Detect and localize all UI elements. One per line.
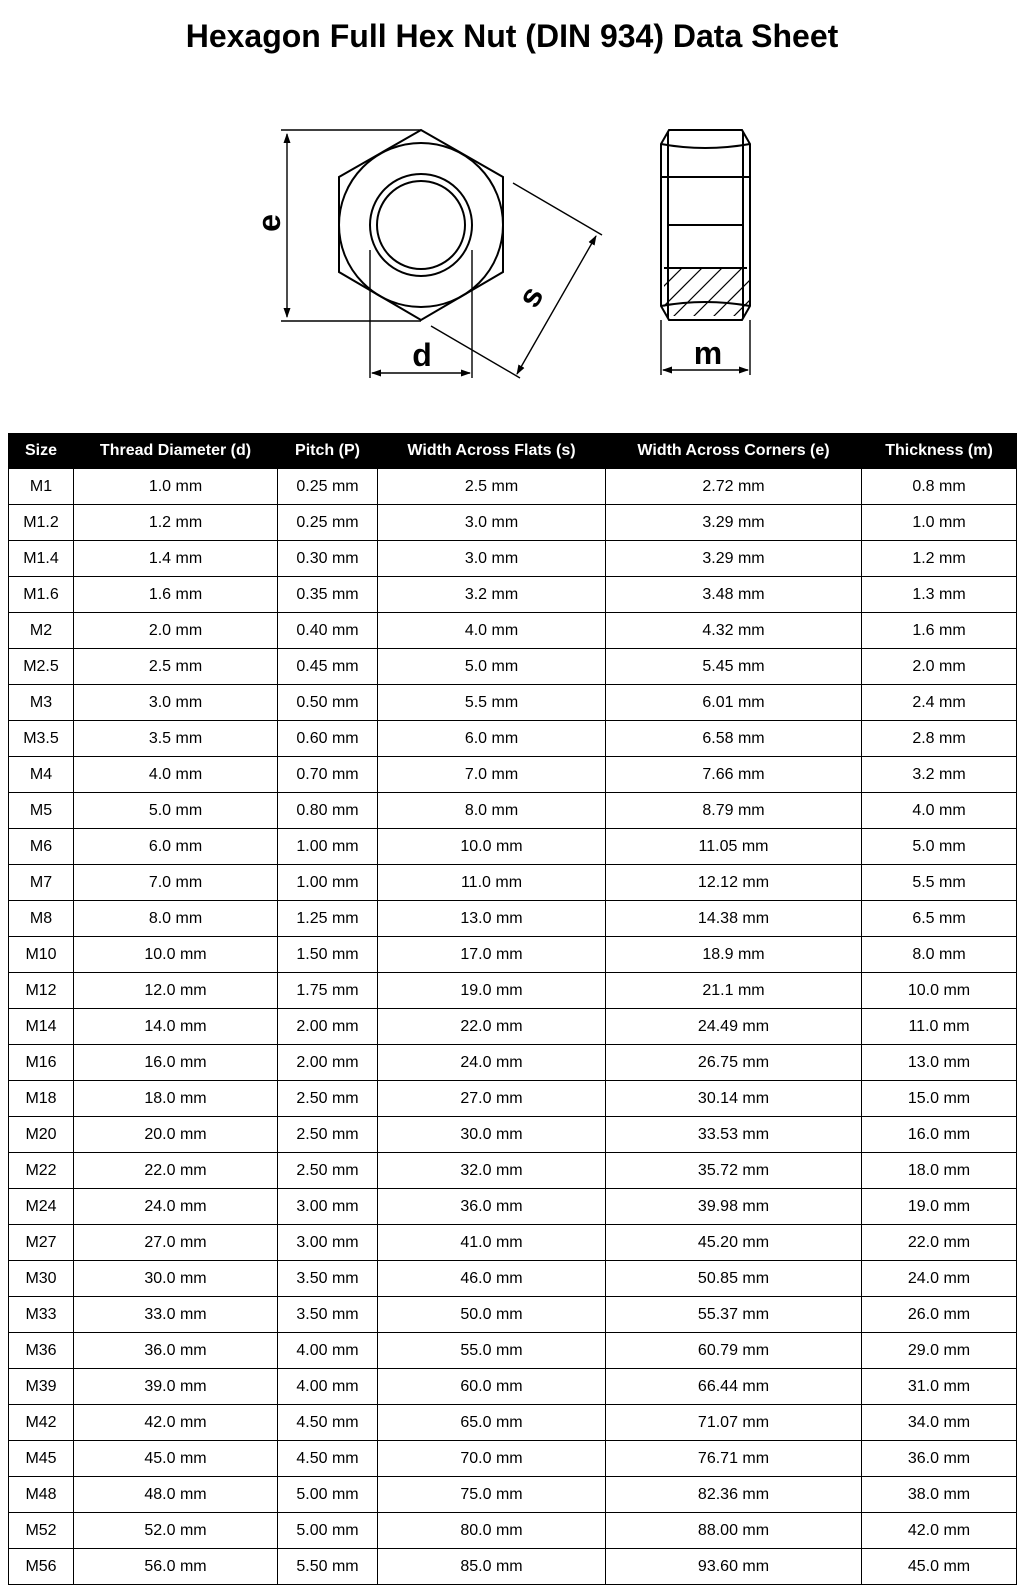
table-row bbox=[9, 1225, 1017, 1261]
cell-width-across-flats: 65.0 mm bbox=[378, 1405, 606, 1441]
cell-width-across-flats: 41.0 mm bbox=[378, 1225, 606, 1261]
cell-width-across-flats: 10.0 mm bbox=[378, 829, 606, 865]
dimension-label-s: s bbox=[510, 279, 551, 314]
cell-width-across-corners: 2.72 mm bbox=[606, 469, 862, 505]
cell-pitch: 0.80 mm bbox=[278, 793, 378, 829]
cell-width-across-corners: 14.38 mm bbox=[606, 901, 862, 937]
cell-pitch: 1.00 mm bbox=[278, 865, 378, 901]
cell-size: M4 bbox=[9, 757, 74, 793]
cell-thickness: 8.0 mm bbox=[862, 937, 1017, 973]
table-row bbox=[9, 1117, 1017, 1153]
table-row bbox=[9, 541, 1017, 577]
cell-thickness: 1.2 mm bbox=[862, 541, 1017, 577]
cell-thickness: 34.0 mm bbox=[862, 1405, 1017, 1441]
cell-size: M7 bbox=[9, 865, 74, 901]
cell-width-across-corners: 55.37 mm bbox=[606, 1297, 862, 1333]
chamfer-circle bbox=[339, 143, 503, 307]
table-row bbox=[9, 1081, 1017, 1117]
cell-pitch: 0.50 mm bbox=[278, 685, 378, 721]
cell-thickness: 45.0 mm bbox=[862, 1549, 1017, 1585]
cell-size: M56 bbox=[9, 1549, 74, 1585]
cell-thickness: 4.0 mm bbox=[862, 793, 1017, 829]
cell-thickness: 22.0 mm bbox=[862, 1225, 1017, 1261]
cell-width-across-flats: 80.0 mm bbox=[378, 1513, 606, 1549]
cell-thread-diameter: 3.5 mm bbox=[74, 721, 278, 757]
cell-thread-diameter: 5.0 mm bbox=[74, 793, 278, 829]
cell-width-across-flats: 27.0 mm bbox=[378, 1081, 606, 1117]
cell-width-across-corners: 45.20 mm bbox=[606, 1225, 862, 1261]
cell-width-across-corners: 93.60 mm bbox=[606, 1549, 862, 1585]
cell-thickness: 19.0 mm bbox=[862, 1189, 1017, 1225]
cell-pitch: 0.60 mm bbox=[278, 721, 378, 757]
hex-outline bbox=[339, 130, 503, 320]
table-row bbox=[9, 793, 1017, 829]
cell-thickness: 2.0 mm bbox=[862, 649, 1017, 685]
cell-pitch: 1.00 mm bbox=[278, 829, 378, 865]
header-width-across-flats: Width Across Flats (s) bbox=[378, 434, 606, 469]
header-thickness: Thickness (m) bbox=[862, 434, 1017, 469]
cell-pitch: 0.35 mm bbox=[278, 577, 378, 613]
cell-width-across-flats: 30.0 mm bbox=[378, 1117, 606, 1153]
table-row bbox=[9, 973, 1017, 1009]
cell-width-across-flats: 11.0 mm bbox=[378, 865, 606, 901]
cell-pitch: 0.45 mm bbox=[278, 649, 378, 685]
cell-thickness: 0.8 mm bbox=[862, 469, 1017, 505]
cell-width-across-corners: 88.00 mm bbox=[606, 1513, 862, 1549]
cell-width-across-corners: 8.79 mm bbox=[606, 793, 862, 829]
cell-pitch: 1.25 mm bbox=[278, 901, 378, 937]
table-header-row bbox=[9, 434, 1017, 469]
cell-size: M45 bbox=[9, 1441, 74, 1477]
cell-width-across-flats: 3.0 mm bbox=[378, 505, 606, 541]
cell-width-across-flats: 50.0 mm bbox=[378, 1297, 606, 1333]
cell-thread-diameter: 1.2 mm bbox=[74, 505, 278, 541]
cell-width-across-flats: 2.5 mm bbox=[378, 469, 606, 505]
cell-thickness: 24.0 mm bbox=[862, 1261, 1017, 1297]
cell-thread-diameter: 1.0 mm bbox=[74, 469, 278, 505]
cell-width-across-corners: 66.44 mm bbox=[606, 1369, 862, 1405]
cell-thread-diameter: 7.0 mm bbox=[74, 865, 278, 901]
cell-size: M3.5 bbox=[9, 721, 74, 757]
cell-size: M5 bbox=[9, 793, 74, 829]
cell-thread-diameter: 52.0 mm bbox=[74, 1513, 278, 1549]
cell-size: M30 bbox=[9, 1261, 74, 1297]
cell-thread-diameter: 42.0 mm bbox=[74, 1405, 278, 1441]
table-row bbox=[9, 1405, 1017, 1441]
cell-width-across-flats: 19.0 mm bbox=[378, 973, 606, 1009]
cell-size: M52 bbox=[9, 1513, 74, 1549]
cell-pitch: 3.50 mm bbox=[278, 1297, 378, 1333]
table-row bbox=[9, 1009, 1017, 1045]
table-row bbox=[9, 1441, 1017, 1477]
cell-pitch: 2.50 mm bbox=[278, 1117, 378, 1153]
cell-width-across-corners: 3.29 mm bbox=[606, 541, 862, 577]
cell-pitch: 4.00 mm bbox=[278, 1369, 378, 1405]
cell-width-across-flats: 17.0 mm bbox=[378, 937, 606, 973]
cell-thread-diameter: 6.0 mm bbox=[74, 829, 278, 865]
cell-pitch: 1.75 mm bbox=[278, 973, 378, 1009]
cell-size: M20 bbox=[9, 1117, 74, 1153]
cell-width-across-flats: 8.0 mm bbox=[378, 793, 606, 829]
cell-thread-diameter: 12.0 mm bbox=[74, 973, 278, 1009]
cell-thread-diameter: 36.0 mm bbox=[74, 1333, 278, 1369]
cell-width-across-flats: 60.0 mm bbox=[378, 1369, 606, 1405]
cell-width-across-corners: 76.71 mm bbox=[606, 1441, 862, 1477]
cell-width-across-flats: 3.0 mm bbox=[378, 541, 606, 577]
cell-width-across-flats: 75.0 mm bbox=[378, 1477, 606, 1513]
cell-thickness: 10.0 mm bbox=[862, 973, 1017, 1009]
cell-width-across-corners: 7.66 mm bbox=[606, 757, 862, 793]
page-title: Hexagon Full Hex Nut (DIN 934) Data Sheet bbox=[185, 18, 839, 54]
cell-thread-diameter: 39.0 mm bbox=[74, 1369, 278, 1405]
cell-thread-diameter: 45.0 mm bbox=[74, 1441, 278, 1477]
cell-width-across-flats: 85.0 mm bbox=[378, 1549, 606, 1585]
cell-thread-diameter: 1.6 mm bbox=[74, 577, 278, 613]
cell-size: M8 bbox=[9, 901, 74, 937]
cell-pitch: 5.00 mm bbox=[278, 1513, 378, 1549]
cell-size: M42 bbox=[9, 1405, 74, 1441]
cell-width-across-flats: 36.0 mm bbox=[378, 1189, 606, 1225]
dimension-label-d: d bbox=[412, 337, 432, 373]
table-row bbox=[9, 937, 1017, 973]
cell-width-across-flats: 55.0 mm bbox=[378, 1333, 606, 1369]
cell-thickness: 2.4 mm bbox=[862, 685, 1017, 721]
cell-thread-diameter: 8.0 mm bbox=[74, 901, 278, 937]
cell-pitch: 2.00 mm bbox=[278, 1009, 378, 1045]
table-row bbox=[9, 721, 1017, 757]
cell-width-across-flats: 4.0 mm bbox=[378, 613, 606, 649]
cell-width-across-corners: 39.98 mm bbox=[606, 1189, 862, 1225]
cell-thread-diameter: 33.0 mm bbox=[74, 1297, 278, 1333]
cell-pitch: 0.70 mm bbox=[278, 757, 378, 793]
cell-thickness: 16.0 mm bbox=[862, 1117, 1017, 1153]
cell-thread-diameter: 4.0 mm bbox=[74, 757, 278, 793]
header-thread-diameter: Thread Diameter (d) bbox=[74, 434, 278, 469]
cell-width-across-corners: 6.01 mm bbox=[606, 685, 862, 721]
table-row bbox=[9, 505, 1017, 541]
cell-pitch: 5.00 mm bbox=[278, 1477, 378, 1513]
cell-thread-diameter: 56.0 mm bbox=[74, 1549, 278, 1585]
table-row bbox=[9, 1513, 1017, 1549]
cell-width-across-corners: 3.29 mm bbox=[606, 505, 862, 541]
cell-pitch: 4.50 mm bbox=[278, 1441, 378, 1477]
cell-size: M1 bbox=[9, 469, 74, 505]
cell-width-across-corners: 50.85 mm bbox=[606, 1261, 862, 1297]
cell-size: M24 bbox=[9, 1189, 74, 1225]
cell-size: M36 bbox=[9, 1333, 74, 1369]
cell-thickness: 6.5 mm bbox=[862, 901, 1017, 937]
cell-thickness: 38.0 mm bbox=[862, 1477, 1017, 1513]
cell-width-across-corners: 35.72 mm bbox=[606, 1153, 862, 1189]
cell-width-across-corners: 4.32 mm bbox=[606, 613, 862, 649]
cell-size: M1.4 bbox=[9, 541, 74, 577]
cell-thread-diameter: 16.0 mm bbox=[74, 1045, 278, 1081]
cell-width-across-flats: 13.0 mm bbox=[378, 901, 606, 937]
cell-width-across-corners: 5.45 mm bbox=[606, 649, 862, 685]
cell-size: M12 bbox=[9, 973, 74, 1009]
cell-width-across-corners: 82.36 mm bbox=[606, 1477, 862, 1513]
cell-thread-diameter: 2.0 mm bbox=[74, 613, 278, 649]
cell-size: M6 bbox=[9, 829, 74, 865]
cell-pitch: 5.50 mm bbox=[278, 1549, 378, 1585]
cell-width-across-flats: 7.0 mm bbox=[378, 757, 606, 793]
table-row bbox=[9, 865, 1017, 901]
table-row bbox=[9, 757, 1017, 793]
cell-size: M14 bbox=[9, 1009, 74, 1045]
cell-thread-diameter: 1.4 mm bbox=[74, 541, 278, 577]
table-row bbox=[9, 901, 1017, 937]
table-row bbox=[9, 685, 1017, 721]
cell-thread-diameter: 22.0 mm bbox=[74, 1153, 278, 1189]
cell-thickness: 5.0 mm bbox=[862, 829, 1017, 865]
table-row bbox=[9, 577, 1017, 613]
cell-thickness: 15.0 mm bbox=[862, 1081, 1017, 1117]
table-row bbox=[9, 1333, 1017, 1369]
cell-thickness: 36.0 mm bbox=[862, 1441, 1017, 1477]
table-body bbox=[9, 469, 1017, 1585]
cell-pitch: 0.30 mm bbox=[278, 541, 378, 577]
table-row bbox=[9, 829, 1017, 865]
dimensions-table bbox=[8, 433, 1017, 1585]
cell-width-across-corners: 60.79 mm bbox=[606, 1333, 862, 1369]
cell-size: M27 bbox=[9, 1225, 74, 1261]
dimension-label-e: e bbox=[251, 214, 287, 232]
header-width-across-corners: Width Across Corners (e) bbox=[606, 434, 862, 469]
cell-thickness: 2.8 mm bbox=[862, 721, 1017, 757]
cell-pitch: 3.50 mm bbox=[278, 1261, 378, 1297]
header-size: Size bbox=[9, 434, 74, 469]
hex-nut-diagram bbox=[0, 0, 1024, 420]
cell-size: M22 bbox=[9, 1153, 74, 1189]
cell-width-across-corners: 71.07 mm bbox=[606, 1405, 862, 1441]
cell-width-across-corners: 33.53 mm bbox=[606, 1117, 862, 1153]
cell-width-across-corners: 26.75 mm bbox=[606, 1045, 862, 1081]
cell-width-across-corners: 6.58 mm bbox=[606, 721, 862, 757]
table-row bbox=[9, 1153, 1017, 1189]
cell-pitch: 4.50 mm bbox=[278, 1405, 378, 1441]
cell-pitch: 2.50 mm bbox=[278, 1081, 378, 1117]
cell-thread-diameter: 2.5 mm bbox=[74, 649, 278, 685]
cell-size: M48 bbox=[9, 1477, 74, 1513]
cell-width-across-corners: 18.9 mm bbox=[606, 937, 862, 973]
cell-thickness: 1.6 mm bbox=[862, 613, 1017, 649]
dimension-e bbox=[281, 130, 421, 321]
cell-pitch: 2.50 mm bbox=[278, 1153, 378, 1189]
cell-pitch: 0.25 mm bbox=[278, 505, 378, 541]
cell-width-across-corners: 30.14 mm bbox=[606, 1081, 862, 1117]
cell-pitch: 0.40 mm bbox=[278, 613, 378, 649]
cell-width-across-flats: 24.0 mm bbox=[378, 1045, 606, 1081]
cell-width-across-corners: 11.05 mm bbox=[606, 829, 862, 865]
table-row bbox=[9, 1045, 1017, 1081]
cell-size: M18 bbox=[9, 1081, 74, 1117]
table-row bbox=[9, 1189, 1017, 1225]
dimension-label-m: m bbox=[693, 335, 723, 371]
cell-thread-diameter: 27.0 mm bbox=[74, 1225, 278, 1261]
cell-width-across-flats: 70.0 mm bbox=[378, 1441, 606, 1477]
side-view bbox=[661, 130, 750, 320]
cell-width-across-flats: 22.0 mm bbox=[378, 1009, 606, 1045]
cell-width-across-flats: 32.0 mm bbox=[378, 1153, 606, 1189]
cell-size: M1.6 bbox=[9, 577, 74, 613]
table-row bbox=[9, 613, 1017, 649]
cell-width-across-flats: 46.0 mm bbox=[378, 1261, 606, 1297]
cell-thickness: 18.0 mm bbox=[862, 1153, 1017, 1189]
table-row bbox=[9, 1549, 1017, 1585]
cell-size: M16 bbox=[9, 1045, 74, 1081]
cell-thread-diameter: 18.0 mm bbox=[74, 1081, 278, 1117]
cell-thread-diameter: 20.0 mm bbox=[74, 1117, 278, 1153]
cell-thickness: 26.0 mm bbox=[862, 1297, 1017, 1333]
table-row bbox=[9, 1369, 1017, 1405]
header-pitch: Pitch (P) bbox=[278, 434, 378, 469]
cell-thickness: 1.0 mm bbox=[862, 505, 1017, 541]
front-view bbox=[339, 130, 503, 320]
cell-thread-diameter: 3.0 mm bbox=[74, 685, 278, 721]
cell-width-across-corners: 21.1 mm bbox=[606, 973, 862, 1009]
cell-thread-diameter: 14.0 mm bbox=[74, 1009, 278, 1045]
cell-size: M2 bbox=[9, 613, 74, 649]
cell-thickness: 13.0 mm bbox=[862, 1045, 1017, 1081]
table-row bbox=[9, 1297, 1017, 1333]
cell-pitch: 2.00 mm bbox=[278, 1045, 378, 1081]
cell-size: M33 bbox=[9, 1297, 74, 1333]
cell-width-across-flats: 6.0 mm bbox=[378, 721, 606, 757]
dimension-s bbox=[431, 183, 602, 378]
cell-pitch: 4.00 mm bbox=[278, 1333, 378, 1369]
thread-inner-circle bbox=[377, 181, 465, 269]
cell-thread-diameter: 48.0 mm bbox=[74, 1477, 278, 1513]
table-row bbox=[9, 649, 1017, 685]
cell-thread-diameter: 24.0 mm bbox=[74, 1189, 278, 1225]
cell-size: M39 bbox=[9, 1369, 74, 1405]
cell-thickness: 29.0 mm bbox=[862, 1333, 1017, 1369]
cell-width-across-corners: 12.12 mm bbox=[606, 865, 862, 901]
table-row bbox=[9, 469, 1017, 505]
cell-width-across-corners: 3.48 mm bbox=[606, 577, 862, 613]
cell-width-across-flats: 3.2 mm bbox=[378, 577, 606, 613]
cell-pitch: 1.50 mm bbox=[278, 937, 378, 973]
top-chamfer-curve bbox=[661, 144, 750, 148]
cell-size: M2.5 bbox=[9, 649, 74, 685]
table-row bbox=[9, 1261, 1017, 1297]
cell-width-across-flats: 5.5 mm bbox=[378, 685, 606, 721]
cell-thickness: 5.5 mm bbox=[862, 865, 1017, 901]
cell-thickness: 42.0 mm bbox=[862, 1513, 1017, 1549]
cell-size: M1.2 bbox=[9, 505, 74, 541]
cell-size: M10 bbox=[9, 937, 74, 973]
cell-size: M3 bbox=[9, 685, 74, 721]
table-row bbox=[9, 1477, 1017, 1513]
cell-width-across-corners: 24.49 mm bbox=[606, 1009, 862, 1045]
cell-pitch: 3.00 mm bbox=[278, 1189, 378, 1225]
cell-thickness: 3.2 mm bbox=[862, 757, 1017, 793]
thread-outer-circle bbox=[370, 174, 472, 276]
cell-width-across-flats: 5.0 mm bbox=[378, 649, 606, 685]
cell-thickness: 31.0 mm bbox=[862, 1369, 1017, 1405]
cell-thread-diameter: 10.0 mm bbox=[74, 937, 278, 973]
cell-thread-diameter: 30.0 mm bbox=[74, 1261, 278, 1297]
cell-pitch: 3.00 mm bbox=[278, 1225, 378, 1261]
cell-thickness: 11.0 mm bbox=[862, 1009, 1017, 1045]
cell-pitch: 0.25 mm bbox=[278, 469, 378, 505]
cell-thickness: 1.3 mm bbox=[862, 577, 1017, 613]
